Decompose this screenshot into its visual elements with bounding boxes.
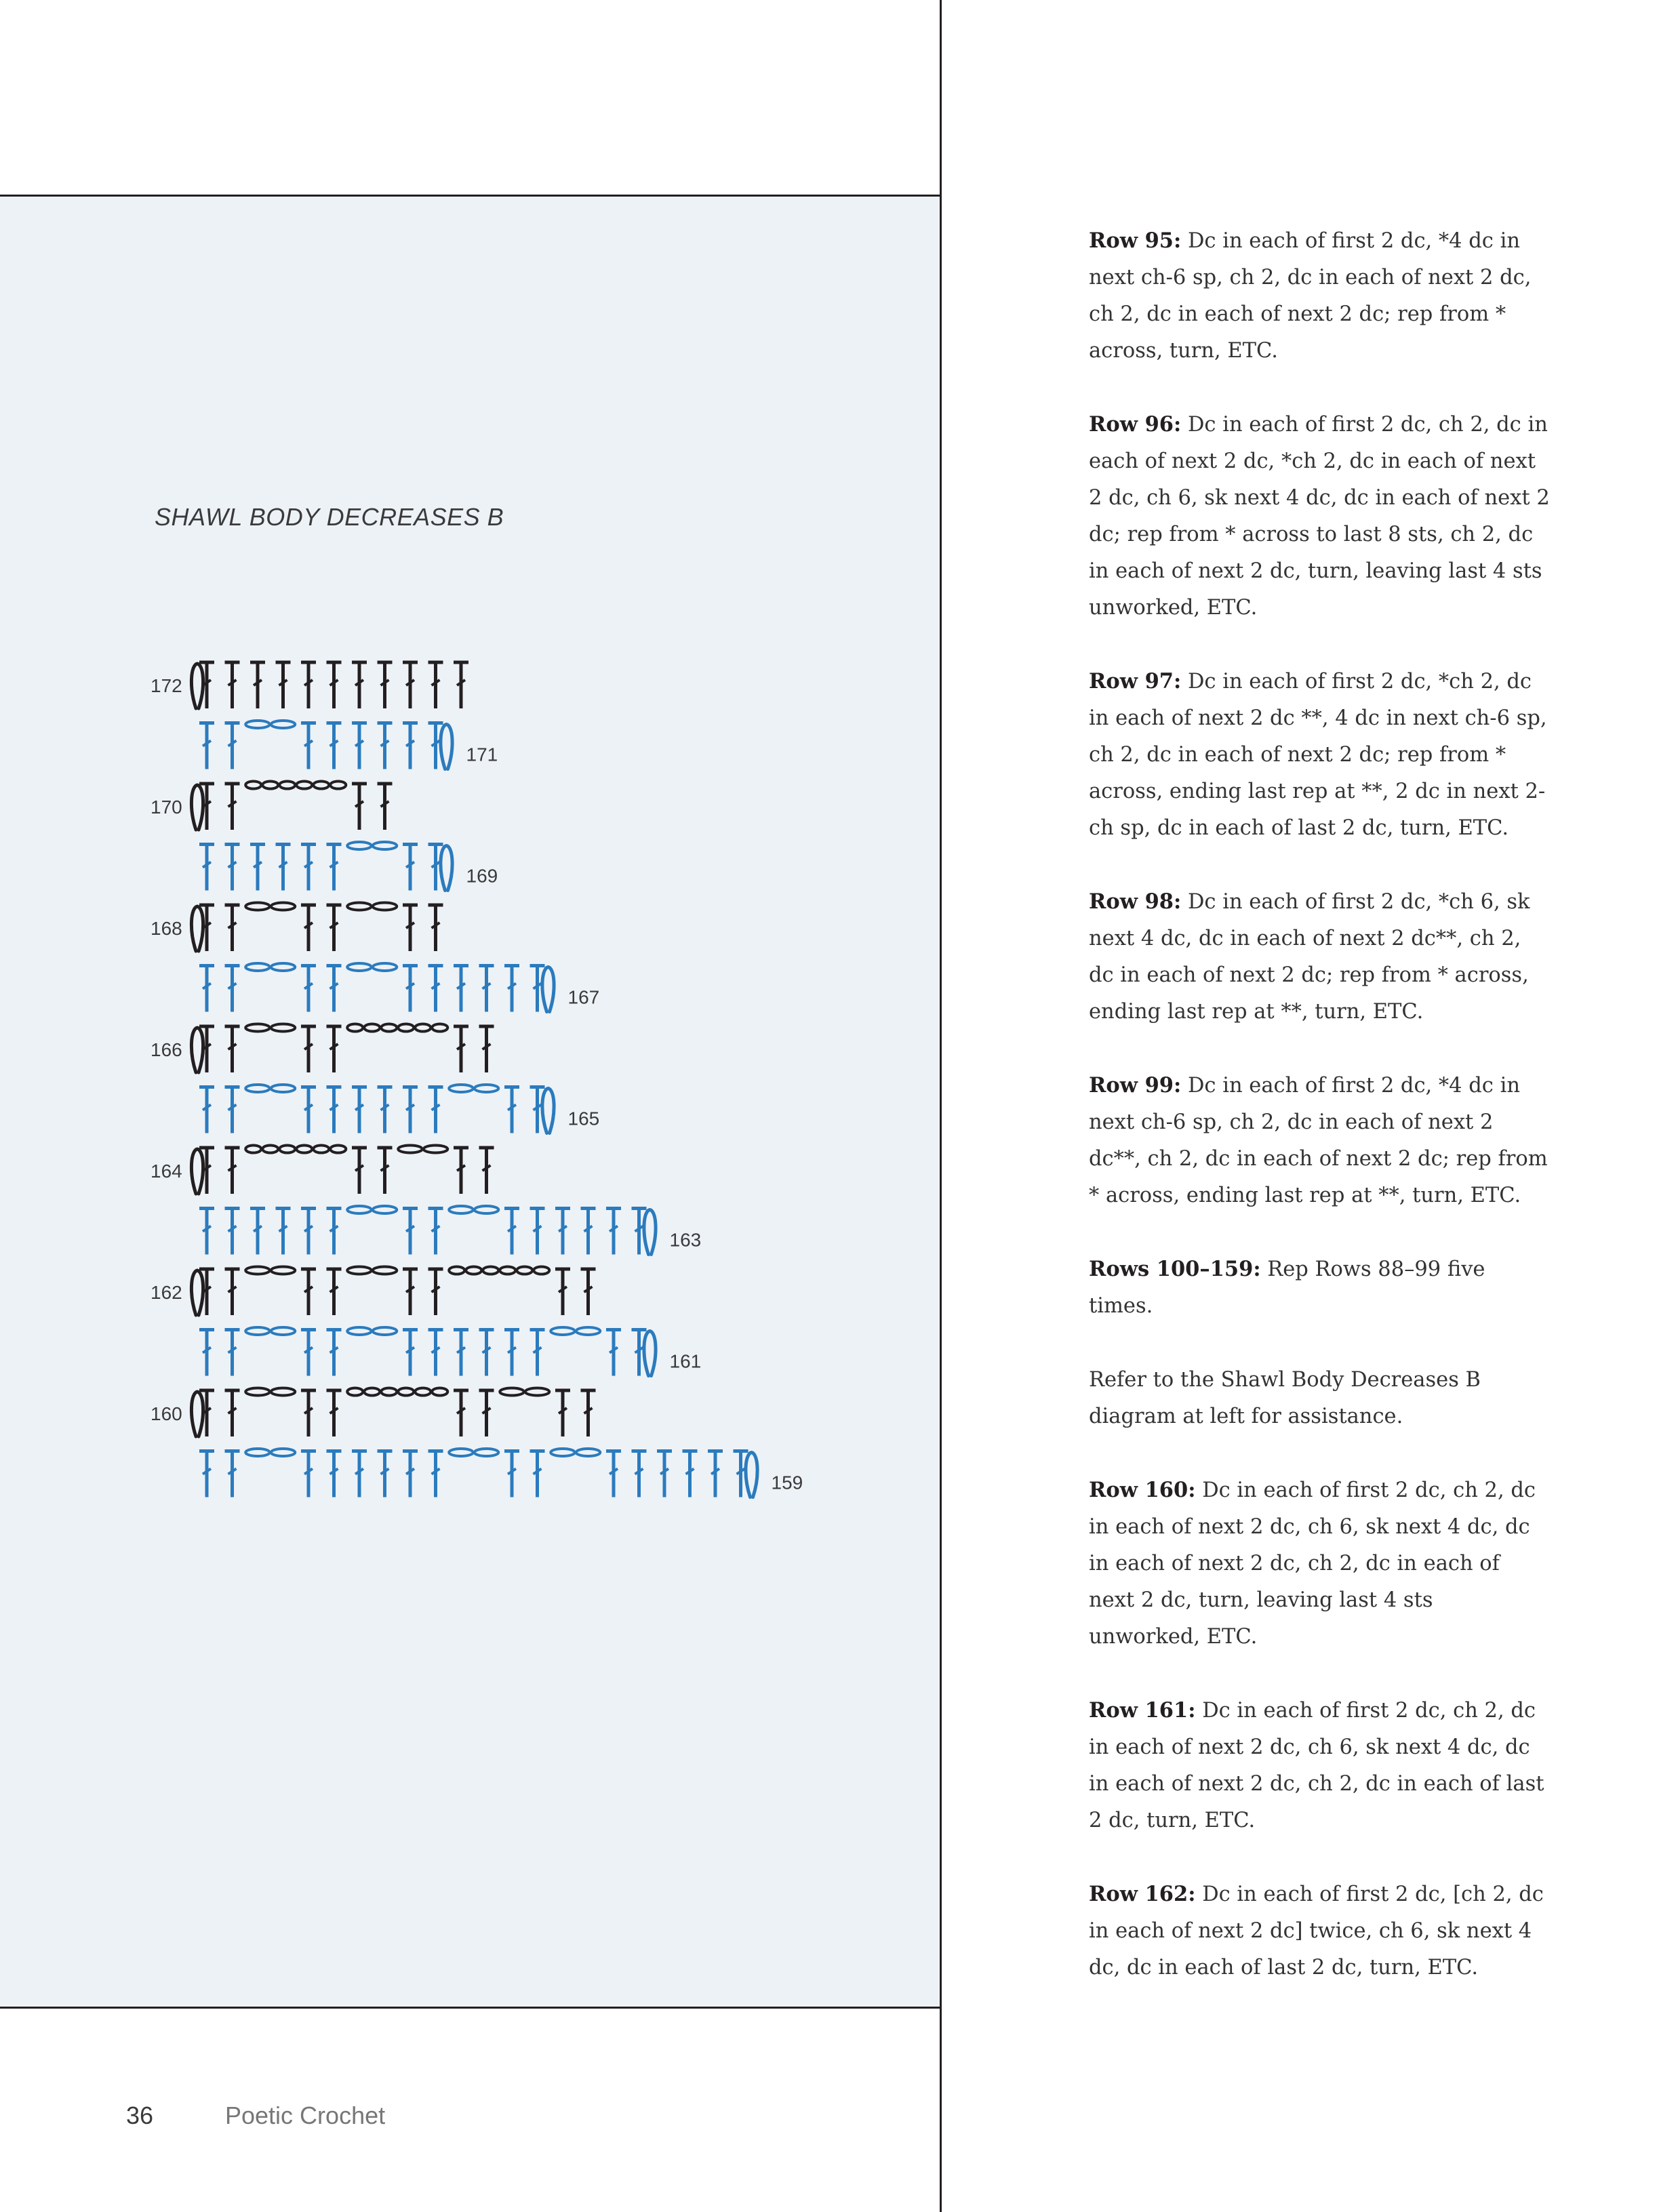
chain-stitch [271, 721, 296, 728]
chain-stitch [364, 1388, 380, 1396]
chain-stitch [296, 782, 312, 789]
turning-chain-169 [441, 846, 452, 891]
instruction-row-98: Row 98: Dc in each of first 2 dc, *ch 6, sk next 4 dc, dc in each of next 2 dc**, ch 2, dc in each of next 2 dc; rep from * across, ending last rep at **, turn, ETC. [1089, 889, 1530, 1024]
row-label-163: 163 [669, 1229, 702, 1251]
chain-stitch [449, 1206, 473, 1213]
chain-stitch [398, 1024, 414, 1032]
page-number: 36 [126, 2102, 154, 2129]
chain-stitch [245, 1267, 270, 1274]
chain-stitch [517, 1267, 532, 1274]
instruction-row-97: Row 97: Dc in each of first 2 dc, *ch 2, dc in each of next 2 dc **, 4 dc in next ch-6 sp, ch 2, dc in each of next 2 dc; rep from * across, ending last rep at **, 2 dc in next 2-ch sp, dc in each of last 2 dc, turn, ETC. [1089, 669, 1547, 840]
chain-stitch [449, 1085, 473, 1092]
row-label-159: 159 [771, 1472, 803, 1493]
chain-stitch [364, 1024, 380, 1032]
row-label-170: 170 [151, 797, 182, 818]
chain-stitch [381, 1024, 397, 1032]
instruction-row-95: Row 95: Dc in each of first 2 dc, *4 dc in next ch-6 sp, ch 2, dc in each of next 2 dc, ch 2, dc in each of next 2 dc; rep from * across, turn, ETC. [1089, 228, 1532, 363]
chain-stitch [347, 1024, 363, 1032]
turning-chain-172 [191, 664, 203, 708]
chain-stitch [483, 1267, 498, 1274]
row-label-169: 169 [466, 865, 498, 887]
row-label-162: 162 [151, 1282, 182, 1303]
chain-stitch [398, 1388, 414, 1396]
row-label-164: 164 [151, 1161, 182, 1182]
crochet-chart [0, 0, 940, 1627]
chain-stitch [424, 1146, 448, 1153]
chain-stitch [576, 1449, 601, 1456]
instruction-note: Refer to the Shawl Body Decreases B diagram at left for assistance. [1089, 1368, 1481, 1428]
chain-stitch [245, 1146, 261, 1153]
instruction-row-99: Row 99: Dc in each of first 2 dc, *4 dc in next ch-6 sp, ch 2, dc in each of next 2 dc**, ch 2, dc in each of next 2 dc; rep from * across, ending last rep at **, turn, ETC. [1089, 1073, 1548, 1207]
turning-chain-171 [441, 725, 452, 769]
chain-stitch [551, 1449, 575, 1456]
chain-stitch [373, 903, 397, 910]
chain-stitch [347, 903, 372, 910]
chain-stitch [398, 1146, 422, 1153]
row-label-168: 168 [151, 918, 182, 939]
chain-stitch [271, 963, 296, 971]
chain-stitch [373, 1206, 397, 1213]
chain-stitch [475, 1449, 499, 1456]
chain-stitch [525, 1388, 550, 1396]
instruction-row-161: Row 161: Dc in each of first 2 dc, ch 2, dc in each of next 2 dc, ch 6, sk next 4 dc, dc in each of next 2 dc, ch 2, dc in each of last 2 dc, turn, ETC. [1089, 1698, 1544, 1832]
running-title: Poetic Crochet [225, 2102, 386, 2129]
turning-chain-170 [191, 785, 203, 830]
turning-chain-160 [191, 1392, 203, 1436]
chain-stitch [432, 1388, 447, 1396]
chain-stitch [245, 1024, 270, 1032]
chain-stitch [475, 1206, 499, 1213]
turning-chain-166 [191, 1028, 203, 1072]
turning-chain-162 [191, 1270, 203, 1315]
page-divider-line [940, 0, 942, 2212]
chain-stitch [347, 1267, 372, 1274]
chain-stitch [551, 1327, 575, 1335]
turning-chain-163 [644, 1210, 656, 1255]
chain-stitch [347, 963, 372, 971]
turning-chain-159 [746, 1453, 757, 1497]
row-label-167: 167 [567, 986, 600, 1008]
turning-chain-165 [542, 1089, 554, 1133]
chain-stitch [271, 1085, 296, 1092]
turning-chain-161 [644, 1331, 656, 1376]
chain-stitch [271, 1449, 296, 1456]
chain-stitch [271, 1327, 296, 1335]
chain-stitch [381, 1388, 397, 1396]
chain-stitch [330, 1146, 346, 1153]
turning-chain-168 [191, 906, 203, 951]
chain-stitch [271, 1024, 296, 1032]
chain-stitch [347, 842, 372, 849]
chain-stitch [373, 1267, 397, 1274]
chain-stitch [500, 1267, 515, 1274]
chain-stitch [449, 1267, 464, 1274]
instruction-row-162: Row 162: Dc in each of first 2 dc, [ch 2, dc in each of next 2 dc] twice, ch 6, sk next 4 dc, dc in each of last 2 dc, turn, ETC. [1089, 1882, 1544, 1979]
chain-stitch [245, 1085, 270, 1092]
chain-stitch [279, 782, 295, 789]
chain-stitch [271, 1388, 296, 1396]
chain-stitch [313, 1146, 329, 1153]
chain-stitch [262, 782, 278, 789]
instruction-row-160: Row 160: Dc in each of first 2 dc, ch 2, dc in each of next 2 dc, ch 6, sk next 4 dc, dc in each of next 2 dc, ch 2, dc in each of next 2 dc, turn, leaving last 4 sts unworked, ETC. [1089, 1478, 1536, 1649]
chain-stitch [373, 963, 397, 971]
chain-stitch [245, 1388, 270, 1396]
chain-stitch [271, 1267, 296, 1274]
chain-stitch [534, 1267, 549, 1274]
chain-stitch [373, 1327, 397, 1335]
chain-stitch [347, 1206, 372, 1213]
row-label-165: 165 [567, 1108, 600, 1129]
chain-stitch [245, 963, 270, 971]
chain-stitch [415, 1388, 431, 1396]
diagram-title: SHAWL BODY DECREASES B [155, 503, 504, 531]
instructions-column [1089, 222, 1550, 2023]
chain-stitch [466, 1267, 481, 1274]
chain-stitch [475, 1085, 499, 1092]
row-label-172: 172 [151, 675, 182, 696]
row-label-166: 166 [151, 1039, 182, 1060]
instruction-row-96: Row 96: Dc in each of first 2 dc, ch 2, dc in each of next 2 dc, *ch 2, dc in each of next 2 dc, ch 6, sk next 4 dc, dc in each of next 2 dc; rep from * across to last 8 sts, ch 2, dc in each of next 2 dc, turn, leaving last 4 sts unworked, ETC. [1089, 412, 1550, 620]
instruction-rows-100-159: Rows 100–159: Rep Rows 88–99 five times. [1089, 1257, 1485, 1318]
turning-chain-164 [191, 1149, 203, 1194]
chain-stitch [347, 1388, 363, 1396]
chain-stitch [330, 782, 346, 789]
chain-stitch [245, 782, 261, 789]
chain-stitch [245, 1327, 270, 1335]
chain-stitch [245, 903, 270, 910]
chain-stitch [279, 1146, 295, 1153]
chain-stitch [500, 1388, 524, 1396]
chain-stitch [347, 1327, 372, 1335]
turning-chain-167 [542, 967, 554, 1012]
row-label-171: 171 [466, 744, 498, 765]
chain-stitch [245, 721, 270, 728]
chain-stitch [313, 782, 329, 789]
row-label-161: 161 [669, 1350, 702, 1372]
chain-stitch [449, 1449, 473, 1456]
chain-stitch [271, 903, 296, 910]
chain-stitch [245, 1449, 270, 1456]
chain-stitch [296, 1146, 312, 1153]
row-label-160: 160 [151, 1403, 182, 1424]
chain-stitch [373, 842, 397, 849]
chain-stitch [262, 1146, 278, 1153]
chain-stitch [415, 1024, 431, 1032]
chain-stitch [432, 1024, 447, 1032]
chain-stitch [576, 1327, 601, 1335]
